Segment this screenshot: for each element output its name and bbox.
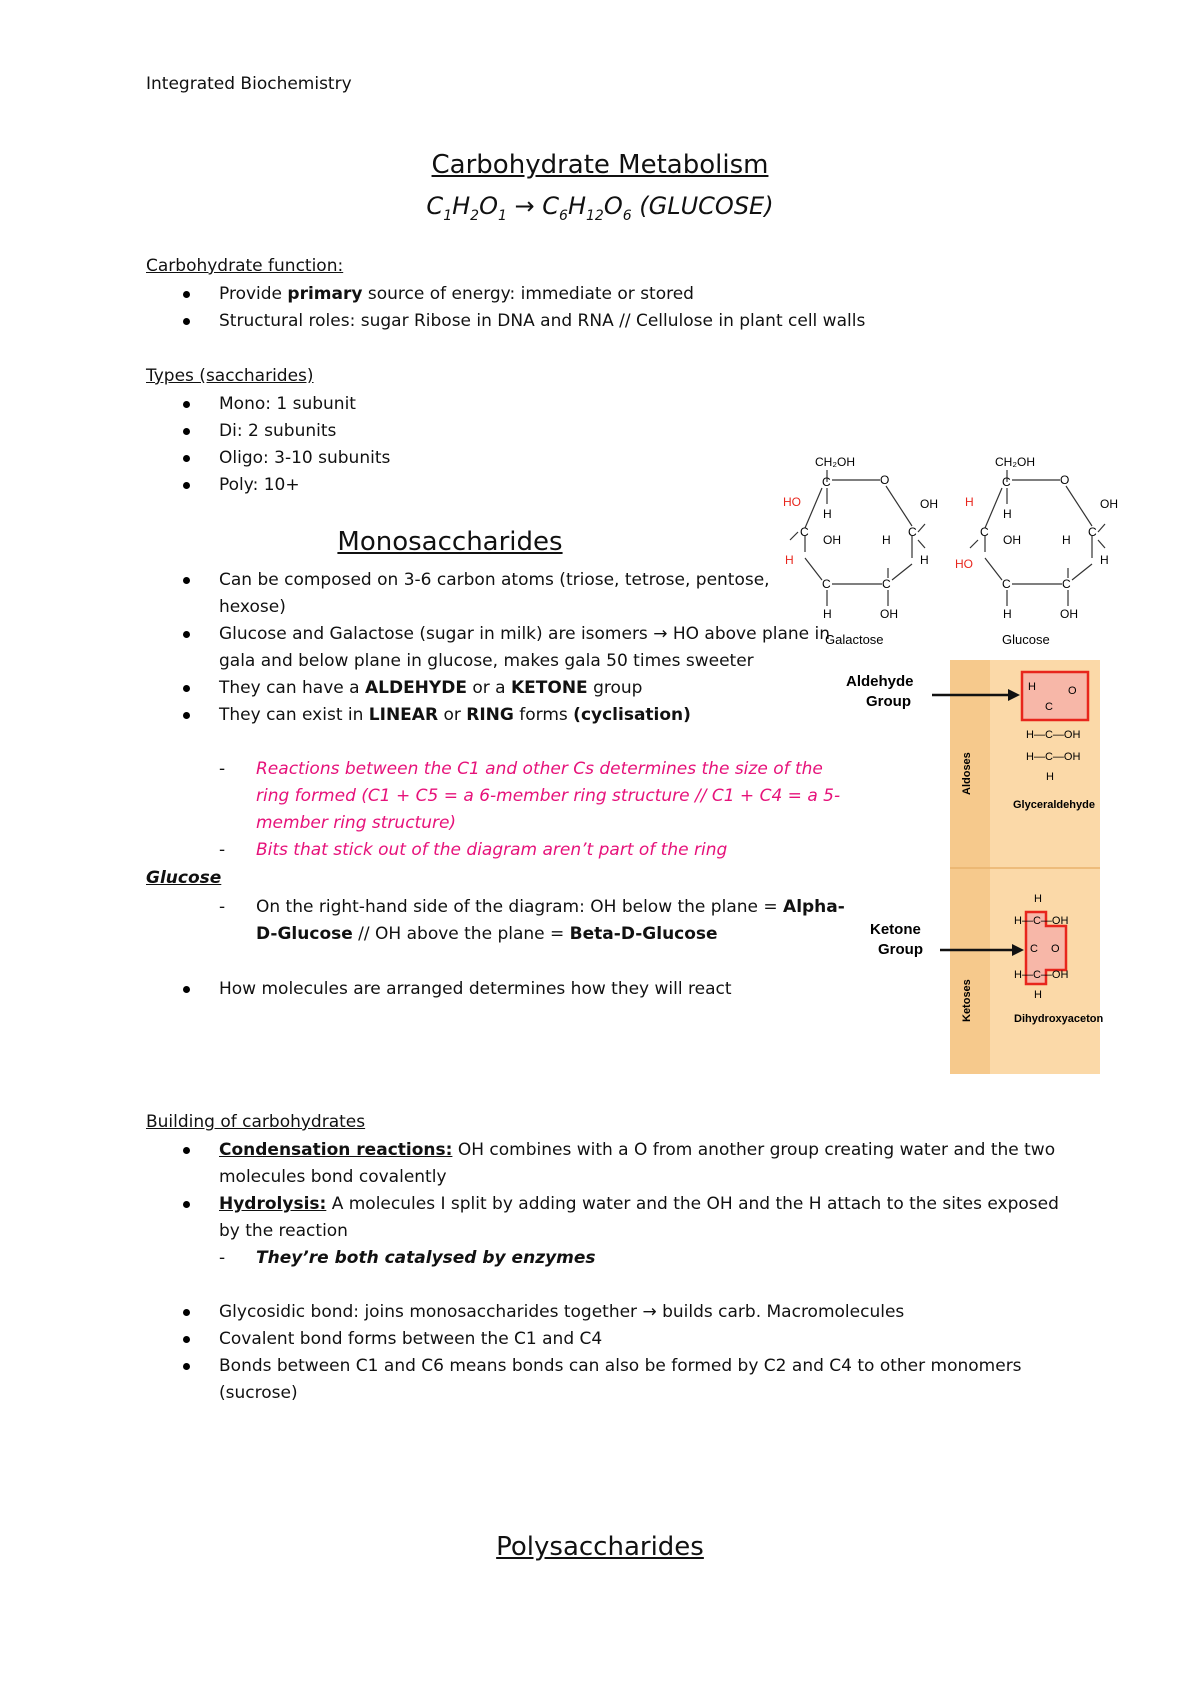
- svg-text:Group: Group: [866, 693, 911, 710]
- glucose-ring: [970, 470, 1105, 606]
- list-item: Glucose and Galactose (sugar in milk) are isomers → HO above plane in gala and below plane in glucose, makes gala 50 times sweeter: [146, 621, 836, 675]
- svg-text:CH₂OH: CH₂OH: [815, 455, 855, 469]
- svg-text:C: C: [1002, 577, 1011, 591]
- list-item: - They’re both catalysed by enzymes: [219, 1248, 596, 1268]
- glucose-list: [146, 976, 732, 1003]
- svg-text:OH: OH: [880, 607, 898, 621]
- page-title: Carbohydrate Metabolism: [431, 150, 769, 180]
- galactose-glucose-figure: [770, 440, 1118, 650]
- types-heading: Types (saccharides): [146, 366, 314, 386]
- list-item: Covalent bond forms between the C1 and C4: [146, 1326, 1066, 1353]
- bullet-icon: [183, 1309, 190, 1316]
- list-item: Glycosidic bond: joins monosaccharides together → builds carb. Macromolecules: [146, 1299, 1066, 1326]
- svg-text:Group: Group: [878, 941, 923, 958]
- bond-list: [146, 1299, 1066, 1407]
- svg-text:O: O: [1051, 943, 1060, 955]
- enzyme-note: [146, 1245, 596, 1272]
- bullet-icon: [183, 291, 190, 298]
- glucose-caption: Glucose: [1002, 632, 1050, 647]
- svg-text:O: O: [1060, 473, 1070, 487]
- list-item: Provide primary source of energy: immediate or stored: [146, 281, 865, 308]
- function-list: [146, 281, 865, 335]
- svg-text:C: C: [1088, 525, 1097, 539]
- svg-text:C: C: [882, 577, 891, 591]
- svg-text:H: H: [823, 607, 832, 621]
- list-item: Condensation reactions: OH combines with a O from another group creating water and the two molecules bond covalently: [146, 1137, 1066, 1191]
- bullet-icon: [183, 401, 190, 408]
- bullet-icon: [183, 1201, 190, 1208]
- svg-text:Dihydroxyaceton: Dihydroxyaceton: [1014, 1013, 1104, 1025]
- glucose-note: [146, 894, 866, 948]
- list-item: Hydrolysis: A molecules I split by adding water and the OH and the H attach to the sites exposed by the reaction: [146, 1191, 1066, 1245]
- svg-text:HO: HO: [955, 557, 973, 571]
- list-item: Structural roles: sugar Ribose in DNA and RNA // Cellulose in plant cell walls: [146, 308, 865, 335]
- galactose-ring: [790, 470, 925, 606]
- svg-text:C: C: [822, 577, 831, 591]
- bullet-icon: [183, 577, 190, 584]
- galactose-caption: Galactose: [825, 632, 884, 647]
- svg-text:H: H: [1034, 989, 1042, 1001]
- svg-text:OH: OH: [920, 497, 938, 511]
- svg-text:H: H: [1100, 553, 1109, 567]
- bullet-icon: [183, 685, 190, 692]
- svg-text:OH: OH: [823, 533, 841, 547]
- list-item: Oligo: 3-10 subunits: [146, 445, 390, 472]
- svg-text:H: H: [882, 533, 891, 547]
- bullet-icon: [183, 455, 190, 462]
- svg-text:Aldehyde: Aldehyde: [846, 673, 914, 690]
- svg-text:OH: OH: [1060, 607, 1078, 621]
- svg-text:H: H: [1003, 607, 1012, 621]
- svg-text:O: O: [1068, 685, 1077, 697]
- svg-text:OH: OH: [1100, 497, 1118, 511]
- monosaccharides-heading: Monosaccharides: [337, 527, 563, 557]
- list-item: How molecules are arranged determines how they will react: [146, 976, 732, 1003]
- glucose-heading: Glucose: [146, 868, 222, 888]
- running-header: Integrated Biochemistry: [146, 74, 352, 94]
- svg-text:C: C: [1030, 943, 1038, 955]
- svg-text:H: H: [1003, 507, 1012, 521]
- list-item: Can be composed on 3-6 carbon atoms (triose, tetrose, pentose, hexose): [146, 567, 836, 621]
- bullet-icon: [183, 318, 190, 325]
- galactose-labels: [783, 455, 938, 647]
- svg-text:C: C: [800, 525, 809, 539]
- bullet-icon: [183, 1336, 190, 1343]
- svg-text:H—C—OH: H—C—OH: [1026, 751, 1081, 763]
- building-list: [146, 1137, 1066, 1245]
- svg-text:Ketoses: Ketoses: [961, 979, 973, 1022]
- functional-groups-figure: [840, 660, 1104, 1074]
- monosaccharides-list: [146, 567, 836, 729]
- svg-text:H: H: [785, 553, 794, 567]
- glucose-formula: $C_1H_2O_1 \to C_6H_{12}O_6$ (GLUCOSE): [426, 192, 774, 224]
- bullet-icon: [183, 428, 190, 435]
- svg-text:H: H: [920, 553, 929, 567]
- list-item: They can have a ALDEHYDE or a KETONE group: [146, 675, 836, 702]
- list-item: - On the right-hand side of the diagram: OH below the plane = Alpha-D-Glucose // OH above the plane = Beta-D-Glucose: [219, 897, 845, 944]
- svg-text:C: C: [980, 525, 989, 539]
- list-item: - Bits that stick out of the diagram aren’t part of the ring: [219, 840, 728, 860]
- list-item: Mono: 1 subunit: [146, 391, 390, 418]
- function-heading: Carbohydrate function:: [146, 256, 344, 276]
- svg-text:C: C: [1002, 475, 1011, 489]
- types-list: [146, 391, 390, 499]
- svg-text:OH: OH: [1003, 533, 1021, 547]
- svg-text:Ketone: Ketone: [870, 921, 921, 938]
- svg-text:C: C: [1062, 577, 1071, 591]
- list-item: - Reactions between the C1 and other Cs determines the size of the ring formed (C1 + C5 = a 6-member ring structure // C1 + C4 = a 5-member ring structure): [219, 759, 841, 833]
- polysaccharides-heading: Polysaccharides: [496, 1532, 704, 1562]
- bullet-icon: [183, 482, 190, 489]
- svg-text:C: C: [822, 475, 831, 489]
- building-heading: Building of carbohydrates: [146, 1112, 366, 1132]
- bullet-icon: [183, 986, 190, 993]
- ring-notes: [146, 756, 846, 864]
- list-item: Di: 2 subunits: [146, 418, 390, 445]
- svg-text:C: C: [908, 525, 917, 539]
- svg-text:O: O: [880, 473, 890, 487]
- bullet-icon: [183, 712, 190, 719]
- list-item: Poly: 10+: [146, 472, 390, 499]
- list-item: Bonds between C1 and C6 means bonds can also be formed by C2 and C4 to other monomers (sucrose): [146, 1353, 1066, 1407]
- svg-text:Aldoses: Aldoses: [961, 752, 973, 795]
- aldehyde-highlight: [1022, 672, 1088, 720]
- list-item: They can exist in LINEAR or RING forms (cyclisation): [146, 702, 836, 729]
- svg-text:H: H: [823, 507, 832, 521]
- bullet-icon: [183, 1147, 190, 1154]
- bullet-icon: [183, 1363, 190, 1370]
- svg-text:H: H: [1034, 893, 1042, 905]
- svg-text:H—C—OH: H—C—OH: [1026, 729, 1081, 741]
- svg-text:CH₂OH: CH₂OH: [995, 455, 1035, 469]
- glucose-labels: [955, 455, 1118, 647]
- svg-text:C: C: [1045, 701, 1053, 713]
- bullet-icon: [183, 631, 190, 638]
- svg-text:H: H: [965, 495, 974, 509]
- svg-text:HO: HO: [783, 495, 801, 509]
- svg-text:H: H: [1062, 533, 1071, 547]
- svg-text:Glyceraldehyde: Glyceraldehyde: [1013, 799, 1095, 811]
- svg-text:H—C—OH: H—C—OH: [1014, 915, 1069, 927]
- svg-text:H: H: [1028, 681, 1036, 693]
- svg-text:H—C—OH: H—C—OH: [1014, 969, 1069, 981]
- svg-text:H: H: [1046, 771, 1054, 783]
